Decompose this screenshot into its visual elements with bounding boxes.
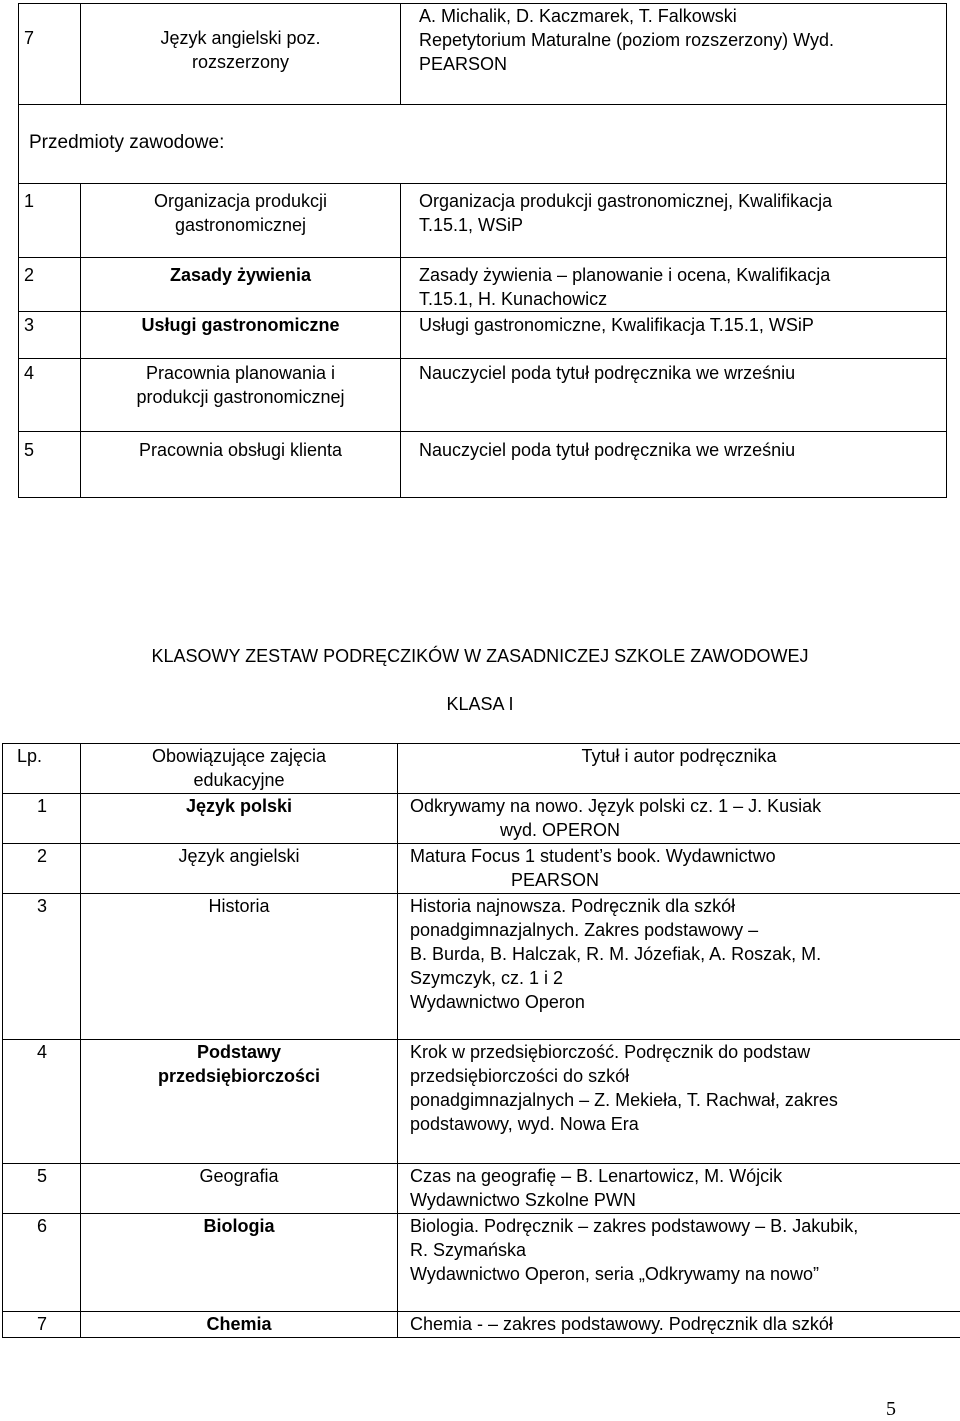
table-row xyxy=(3,894,960,1040)
row-number: 4 xyxy=(19,359,81,432)
subject-cell: Język angielski xyxy=(81,844,398,894)
table-row xyxy=(19,312,947,359)
subject-cell: Biologia xyxy=(81,1214,398,1312)
textbook-cell: Nauczyciel poda tytuł podręcznika we wrześniu xyxy=(401,432,947,498)
textbook-cell: Krok w przedsiębiorczość. Podręcznik do podstaw przedsiębiorczości do szkół ponadgimnazjalnych – Z. Mekieła, T. Rachwał, zakres podstawowy, wyd. Nowa Era xyxy=(398,1040,960,1164)
section-title: KLASOWY ZESTAW PODRĘCZIKÓW W ZASADNICZEJ SZKOLE ZAWODOWEJ xyxy=(0,646,960,667)
table-row xyxy=(3,1214,960,1312)
textbook-cell: Chemia - – zakres podstawowy. Podręcznik dla szkół xyxy=(398,1312,960,1338)
table-row xyxy=(19,432,947,498)
row-number: 2 xyxy=(3,844,81,894)
table-row xyxy=(19,184,947,258)
row-number: 4 xyxy=(3,1040,81,1164)
table-row xyxy=(3,1164,960,1214)
class-label: KLASA I xyxy=(0,694,960,715)
table-row xyxy=(19,4,947,105)
table-row xyxy=(3,1040,960,1164)
top-table xyxy=(18,3,947,498)
subject-cell: Chemia xyxy=(81,1312,398,1338)
textbook-header: Tytuł i autor podręcznika xyxy=(398,744,960,794)
textbook-cell: Odkrywamy na nowo. Język polski cz. 1 – J. Kusiak wyd. OPERON xyxy=(398,794,960,844)
table-row xyxy=(3,1312,960,1338)
table-row xyxy=(3,844,960,894)
table-header-row xyxy=(3,744,960,794)
textbook-cell: Czas na geografię – B. Lenartowicz, M. Wójcik Wydawnictwo Szkolne PWN xyxy=(398,1164,960,1214)
row-number: 3 xyxy=(3,894,81,1040)
subject-cell: Historia xyxy=(81,894,398,1040)
subject-cell: Pracownia obsługi klienta xyxy=(81,432,401,498)
textbook-cell: Matura Focus 1 student’s book. Wydawnictwo PEARSON xyxy=(398,844,960,894)
textbook-table xyxy=(2,743,960,1338)
lp-header: Lp. xyxy=(3,744,81,794)
textbook-cell: Biologia. Podręcznik – zakres podstawowy – B. Jakubik, R. Szymańska Wydawnictwo Operon, seria „Odkrywamy na nowo” xyxy=(398,1214,960,1312)
textbook-cell: A. Michalik, D. Kaczmarek, T. Falkowski Repetytorium Maturalne (poziom rozszerzony) Wyd. PEARSON xyxy=(401,4,947,105)
textbook-cell: Zasady żywienia – planowanie i ocena, Kwalifikacja T.15.1, H. Kunachowicz xyxy=(401,258,947,312)
row-number: 7 xyxy=(3,1312,81,1338)
table-row xyxy=(19,359,947,432)
section-heading-row xyxy=(19,105,947,184)
row-number: 7 xyxy=(19,4,81,105)
table-row xyxy=(19,258,947,312)
subject-cell: Podstawy przedsiębiorczości xyxy=(81,1040,398,1164)
section-heading-cell xyxy=(19,105,947,184)
subject-cell: Język polski xyxy=(81,794,398,844)
row-number: 3 xyxy=(19,312,81,359)
row-number: 1 xyxy=(19,184,81,258)
subject-cell: Organizacja produkcji gastronomicznej xyxy=(81,184,401,258)
row-number: 2 xyxy=(19,258,81,312)
row-number: 5 xyxy=(3,1164,81,1214)
textbook-cell: Organizacja produkcji gastronomicznej, Kwalifikacja T.15.1, WSiP xyxy=(401,184,947,258)
textbook-cell: Usługi gastronomiczne, Kwalifikacja T.15.1, WSiP xyxy=(401,312,947,359)
subject-cell: Język angielski poz. rozszerzony xyxy=(81,4,401,105)
textbook-cell: Nauczyciel poda tytuł podręcznika we wrześniu xyxy=(401,359,947,432)
vocational-heading: Przedmioty zawodowe: xyxy=(29,132,224,153)
subject-cell: Zasady żywienia xyxy=(81,258,401,312)
page-number: 5 xyxy=(886,1398,896,1421)
row-number: 5 xyxy=(19,432,81,498)
row-number: 1 xyxy=(3,794,81,844)
table-row xyxy=(3,794,960,844)
subject-cell: Usługi gastronomiczne xyxy=(81,312,401,359)
row-number: 6 xyxy=(3,1214,81,1312)
subject-cell: Pracownia planowania i produkcji gastronomicznej xyxy=(81,359,401,432)
subject-header: Obowiązujące zajęcia edukacyjne xyxy=(81,744,398,794)
subject-cell: Geografia xyxy=(81,1164,398,1214)
textbook-cell: Historia najnowsza. Podręcznik dla szkół ponadgimnazjalnych. Zakres podstawowy – B. Burda, B. Halczak, R. M. Józefiak, A. Roszak, M. Szymczyk, cz. 1 i 2 Wydawnictwo Operon xyxy=(398,894,960,1040)
